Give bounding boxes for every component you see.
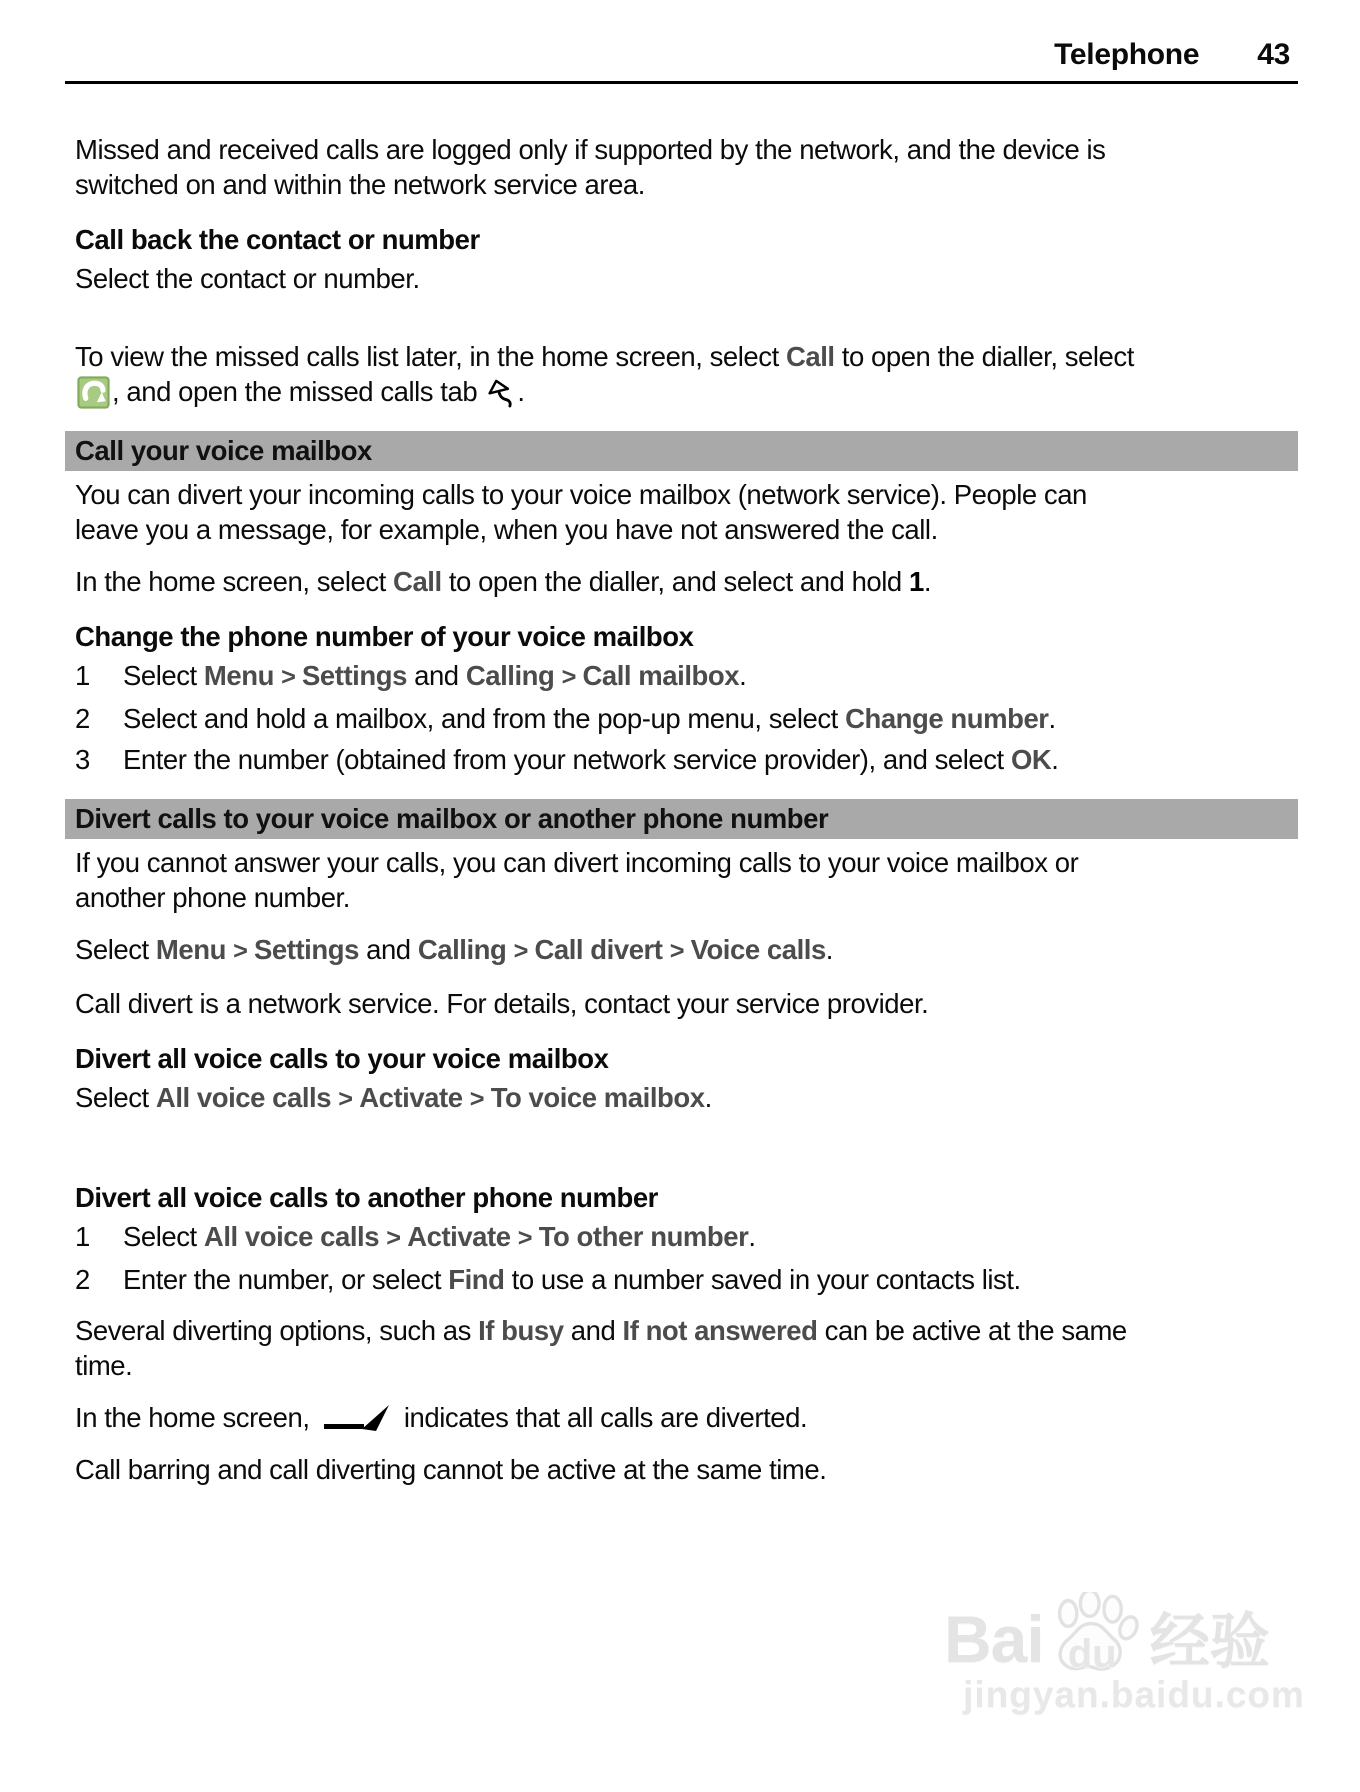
header-section-title: Telephone: [1054, 38, 1200, 71]
ui-term: Call: [393, 566, 442, 597]
chevron-separator: >: [513, 937, 535, 965]
text-run: and: [406, 660, 466, 691]
chevron-separator: >: [386, 1224, 408, 1252]
ui-term: Settings: [254, 934, 359, 965]
ui-term: All voice calls: [155, 1082, 332, 1113]
list-item: [75, 742, 1147, 777]
subheading: Call back the contact or number: [75, 224, 480, 255]
ui-term: All voice calls: [203, 1221, 380, 1252]
list-item: [75, 1219, 1147, 1256]
subheading: Change the phone number of your voice mailbox: [75, 621, 694, 652]
ui-term: OK: [1010, 744, 1052, 775]
text-run: Call barring and call diverting cannot be active at the same time.: [75, 1454, 827, 1485]
ui-term: To voice mailbox: [490, 1082, 705, 1113]
subheading: Divert all voice calls to your voice mailbox: [75, 1043, 609, 1074]
chevron-separator: >: [233, 937, 255, 965]
ui-term: Call divert: [534, 934, 663, 965]
text-run: .: [748, 1221, 756, 1252]
baidu-brand-text: Bai: [944, 1602, 1044, 1676]
text-run: You can divert your incoming calls to your voice mailbox (network service). People can leave you a message, for example, when you have not answered the call.: [75, 479, 1087, 545]
list-item-number: 2: [75, 703, 90, 734]
text-run: If you cannot answer your calls, you can divert incoming calls to your voice mailbox or another phone number.: [75, 847, 1079, 913]
text-run: .: [739, 660, 747, 691]
paragraph: [75, 1080, 1147, 1117]
list-item-text: [123, 658, 1147, 695]
chevron-separator: >: [669, 937, 691, 965]
text-run: indicates that all calls are diverted.: [396, 1402, 808, 1433]
dialler-icon: [77, 376, 110, 409]
steps-list: [75, 658, 1147, 777]
paragraph: [75, 339, 1147, 409]
text-run: [463, 1082, 470, 1113]
list-item-text: [123, 742, 1147, 777]
paragraph: [75, 261, 1147, 296]
paragraph: [75, 1313, 1147, 1383]
steps-list: [75, 1219, 1147, 1297]
list-item-number: 2: [75, 1264, 90, 1295]
baidu-watermark: [944, 1592, 1324, 1716]
text-run: Enter the number, or select: [123, 1264, 449, 1295]
list-item: [75, 701, 1147, 736]
text-run: To view the missed calls list later, in the home screen, select: [75, 341, 786, 372]
text-run: .: [1051, 744, 1059, 775]
chevron-separator: >: [281, 663, 303, 691]
page-header: [75, 38, 1298, 72]
ui-term: Call: [785, 341, 835, 372]
text-run: Select: [75, 1082, 156, 1113]
text-run: can be active at the same time.: [75, 1315, 1127, 1381]
text-run: Select: [123, 1221, 204, 1252]
list-item-text: [123, 1262, 1147, 1297]
text-run: .: [704, 1082, 712, 1113]
list-item-number: 1: [75, 1221, 90, 1252]
list-item: [75, 658, 1147, 695]
missed-calls-tab-icon: [486, 378, 515, 409]
spacer: [75, 313, 1298, 339]
list-item-number: 1: [75, 660, 90, 691]
text-run: [663, 934, 670, 965]
ui-term: If busy: [478, 1315, 564, 1346]
spacer: [75, 1134, 1298, 1160]
text-run: and: [358, 934, 418, 965]
list-item: [75, 1262, 1147, 1297]
paragraph: [75, 986, 1147, 1021]
text-run: .: [923, 566, 932, 597]
ui-term: Menu: [203, 660, 274, 691]
paragraph: [75, 564, 1147, 599]
text-run: [511, 1221, 518, 1252]
chevron-separator: >: [338, 1085, 360, 1113]
text-run: [506, 934, 513, 965]
ui-term: Voice calls: [690, 934, 826, 965]
ui-term: Calling: [417, 934, 507, 965]
ui-term: Menu: [155, 934, 226, 965]
call-divert-icon: [323, 1404, 393, 1432]
text-run: Missed and received calls are logged only if supported by the network, and the device is switched on and within the network service area.: [75, 134, 1106, 200]
ui-term: Call mailbox: [582, 660, 740, 691]
text-run: .: [825, 934, 833, 965]
emphasized-text: 1: [908, 566, 924, 597]
text-run: to use a number saved in your contacts list.: [504, 1264, 1021, 1295]
text-run: to open the dialler, select: [834, 341, 1134, 372]
ui-term: Calling: [465, 660, 555, 691]
subheading: Divert all voice calls to another phone number: [75, 1182, 658, 1213]
paragraph: [75, 932, 1147, 969]
text-run: to open the dialler, and select and hold: [441, 566, 909, 597]
text-run: and: [563, 1315, 623, 1346]
text-run: Select and hold a mailbox, and from the pop-up menu, select: [123, 703, 846, 734]
text-run: [554, 660, 561, 691]
text-run: Several diverting options, such as: [75, 1315, 479, 1346]
paragraph: [75, 1452, 1147, 1487]
ui-term: If not answered: [622, 1315, 818, 1346]
text-run: .: [1048, 703, 1056, 734]
text-run: In the home screen,: [75, 1402, 317, 1433]
text-run: In the home screen, select: [75, 566, 394, 597]
chevron-separator: >: [469, 1085, 491, 1113]
paragraph: [75, 845, 1147, 915]
text-run: .: [517, 376, 525, 407]
document-body: [75, 132, 1298, 1487]
text-run: Enter the number (obtained from your network service provider), and select: [123, 744, 1011, 775]
paragraph: [75, 1400, 1147, 1435]
baidu-watermark-logo: [944, 1592, 1324, 1676]
section-header-bar: Call your voice mailbox: [65, 431, 1298, 471]
baidu-paw-icon: [1046, 1592, 1142, 1678]
text-run: Select the contact or number.: [75, 263, 420, 294]
list-item-text: [123, 1219, 1147, 1256]
watermark-url: jingyan.baidu.com: [963, 1674, 1305, 1715]
chevron-separator: >: [561, 663, 583, 691]
text-run: , and open the missed calls tab: [112, 376, 485, 407]
ui-term: Change number: [845, 703, 1049, 734]
header-page-number: 43: [1257, 38, 1290, 71]
paragraph: [75, 132, 1147, 202]
text-run: Call divert is a network service. For details, contact your service provider.: [75, 988, 929, 1019]
chevron-separator: >: [517, 1224, 539, 1252]
section-header-bar: Divert calls to your voice mailbox or another phone number: [65, 799, 1298, 839]
baidu-paw-text: du: [1067, 1632, 1117, 1676]
text-run: Select: [123, 660, 204, 691]
list-item-number: 3: [75, 744, 90, 775]
ui-term: Find: [448, 1264, 505, 1295]
ui-term: To other number: [538, 1221, 749, 1252]
baidu-brand-cn: 经验: [1149, 1608, 1270, 1675]
list-item-text: [123, 701, 1147, 736]
ui-term: Activate: [407, 1221, 511, 1252]
ui-term: Activate: [359, 1082, 463, 1113]
ui-term: Settings: [302, 660, 407, 691]
text-run: Select: [75, 934, 156, 965]
paragraph: [75, 477, 1147, 547]
header-rule: [65, 81, 1298, 84]
